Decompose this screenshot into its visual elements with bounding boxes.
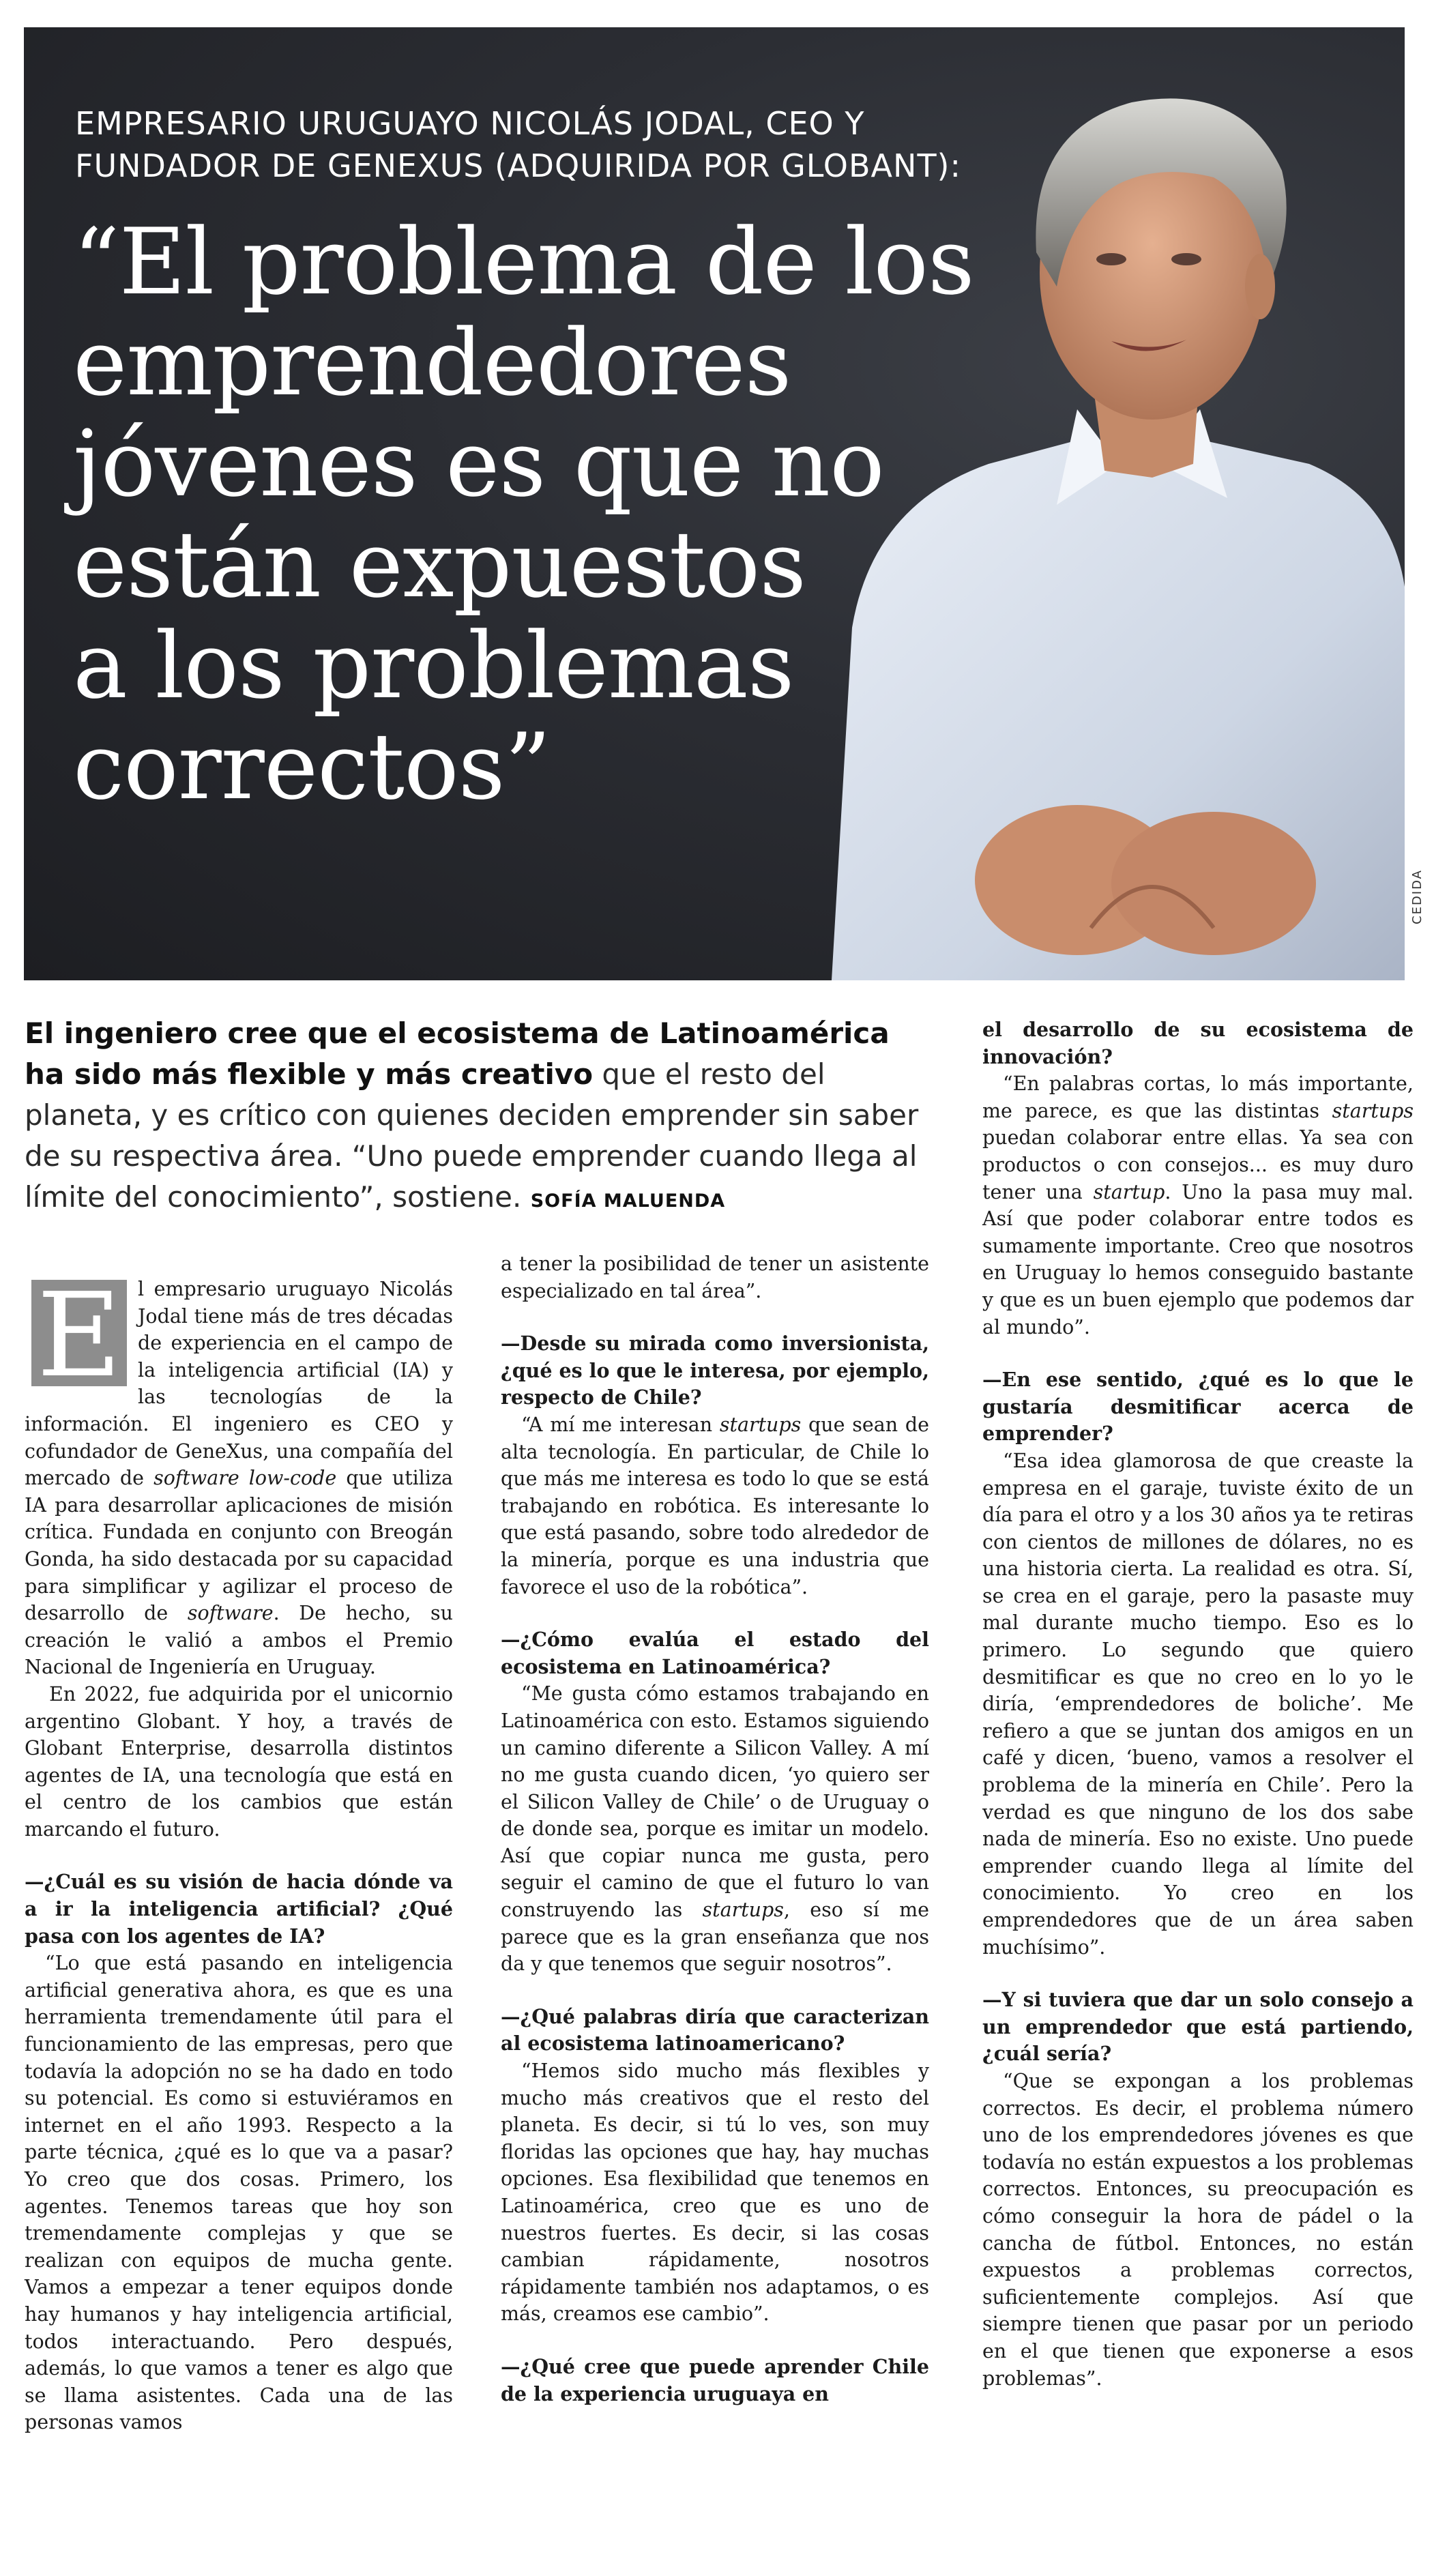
answer: “Hemos sido mucho más flexibles y mucho más creativos que el resto del planeta. Es decir, si tú lo ves, son muy floridas las opciones que hay, hay muchas opciones. Esa flexibilidad que tenemos en Latinoamérica, creo que es uno de nuestros fuertes. Es decir, si las cosas cambian rápidamente, nosotros rápidamente también nos adaptamos, o es más, creamos ese cambio”.	[501, 2060, 929, 2326]
answer-italic: startups	[702, 1899, 784, 1922]
answer-continued: a tener la posibilidad de tener un asistente especializado en tal área”.	[501, 1253, 929, 1302]
headline-line: correctos”	[73, 714, 551, 820]
question: —Desde su mirada como inversionista, ¿qué es lo que le interesa, por ejemplo, respecto de Chile?	[501, 1332, 929, 1409]
question: —¿Cuál es su visión de hacia dónde va a ir la inteligencia artificial? ¿Qué pasa con los agentes de IA?	[25, 1870, 453, 1948]
answer: “Esa idea glamorosa de que creaste la empresa en el garaje, tuviste éxito de un día para el otro y a los 30 años ya te retiras con cientos de millones de dólares, no es una historia cierta. La realidad es otra. Sí, se crea en el garaje, pero la pasaste muy mal durante mucho tiempo. Eso es lo primero. Lo segundo que quiero desmitificar es que no creo en lo yo le diría, ‘emprendedores de boliche’. Me refiero a que se juntan dos amigos en un café y dicen, ‘bueno, vamos a resolver el problema de la minería en Chile’. Pero la verdad es que ninguno de los dos sabe nada de minería. Eso no existe. Uno puede emprender cuando llega al límite del conocimiento. Yo creo en los emprendedores que de un área saben muchísimo”.	[982, 1449, 1414, 1959]
answer: “Que se expongan a los problemas correctos. Es decir, el problema número uno de los emprendedores jóvenes es que todavía no están expuestos a los problemas correctos. Entonces, su preocupación es cómo conseguir la hora de pádel o la cancha de fútbol. Entonces, no están expuestos a problemas correctos, suficientemente complejos. Así que siempre tienen que pasar por un periodo en el que tienen que exponerse a esos problemas”.	[982, 2069, 1414, 2390]
headline-line: emprendedores	[73, 310, 791, 416]
answer-text: , eso sí me parece que es la gran enseñanza que nos da y que tenemos que seguir nosotros”.	[501, 1899, 930, 1976]
question: —¿Cómo evalúa el estado del ecosistema en Latinoamérica?	[501, 1628, 929, 1678]
lead-text: que utiliza IA para desarrollar aplicaciones de misión crítica. Fundada en conjunto con Breogán Gonda, ha sido destacada por su capacidad para simplificar y agilizar el proceso de desarrollo de	[25, 1467, 453, 1625]
lead-text: . De hecho, su creación le valió a ambos el Premio Nacional de Ingeniería en Uruguay.	[25, 1602, 453, 1679]
answer-text: “En palabras cortas, lo más importante, me parece, es que las distintas	[982, 1072, 1414, 1122]
headline-line: “El problema de los	[73, 209, 974, 315]
answer	[501, 1411, 929, 1600]
article-column-3	[982, 1016, 1414, 2392]
answer-text: “Me gusta cómo estamos trabajando en Latinoamérica con esto. Estamos siguiendo un camino diferente a Silicon Valley. A mí no me gusta cuando dicen, ‘yo quiero ser el Silicon Valley de Chile’ o de Uruguay o de donde sea, porque es imitar un modelo. Así que copiar nunca me gusta, pero seguir el camino de que el futuro lo van construyendo las	[501, 1682, 929, 1922]
lead-italic: software low-code	[153, 1467, 337, 1490]
lead-paragraph	[25, 1276, 453, 1681]
kicker-line-2: FUNDADOR DE GENEXUS (ADQUIRIDA POR GLOBANT):	[75, 147, 961, 184]
answer-italic: startup	[1093, 1180, 1165, 1203]
answer-italic: startups	[1332, 1099, 1414, 1122]
question: —¿Qué palabras diría que caracterizan al ecosistema latinoamericano?	[501, 2004, 929, 2055]
dropcap-letter: E	[36, 1280, 122, 1386]
article-column-2	[501, 1250, 929, 2407]
headline-line: jóvenes es que no	[73, 411, 884, 517]
answer-italic: startups	[719, 1413, 802, 1436]
hero-banner	[24, 27, 1405, 980]
answer: “Lo que está pasando en inteligencia artificial generativa ahora, es que es una herramienta tremendamente útil para el funcionamiento de las empresas, pero que todavía la adopción no se ha dado en todo su potencial. Es como si estuviéramos en internet en el año 1993. Respecto a la parte técnica, ¿qué es lo que va a pasar? Yo creo que dos cosas. Primero, los agentes. Tenemos tareas que hoy son tremendamente complejas y que se realizan con equipos de mucha gente. Vamos a empezar a tener equipos donde hay humanos y hay inteligencia artificial, todos interactuando. Pero después, además, lo que vamos a tener es algo que se llama asistentes. Cada una de las personas vamos	[25, 1952, 453, 2434]
answer-text: puedan colaborar entre ellas. Ya sea con productos o con consejos... es muy duro tener una	[982, 1126, 1414, 1203]
byline: SOFÍA MALUENDA	[530, 1190, 726, 1212]
dropcap	[31, 1280, 127, 1386]
question-continued: el desarrollo de su ecosistema de innovación?	[982, 1018, 1414, 1068]
article-column-1	[25, 1276, 453, 2436]
question: —Y si tuviera que dar un solo consejo a un emprendedor que está partiendo, ¿cuál sería?	[982, 1988, 1414, 2066]
answer	[982, 1070, 1414, 1341]
headline-line: están expuestos	[73, 512, 806, 618]
headline-line: a los problemas	[73, 613, 794, 719]
kicker	[75, 102, 1098, 187]
answer-text: . Uno la pasa muy mal. Así que poder colaborar entre todos es sumamente importante. Creo que nosotros en Uruguay lo hemos conseguido bastante y que es un buen ejemplo que podemos dar al mundo”.	[982, 1180, 1414, 1338]
answer-text: “A mí me interesan	[521, 1413, 720, 1436]
question: —¿Qué cree que puede aprender Chile de la experiencia uruguaya en	[501, 2354, 929, 2405]
photo-credit: CEDIDA	[1410, 869, 1424, 924]
lead-italic: software	[187, 1602, 274, 1625]
deck	[25, 1013, 932, 1222]
headline	[73, 209, 1028, 820]
question: —En ese sentido, ¿qué es lo que le gustaría desmitificar acerca de emprender?	[982, 1368, 1414, 1446]
lead-text: l empresario uruguayo Nicolás Jodal tiene más de tres décadas de experiencia en el campo de la inteligencia artificial (IA) y las tecnologías de la información. El ingeniero es CEO y cofundador de GeneXus, una compañía del mercado de	[25, 1278, 453, 1490]
answer-text: que sean de alta tecnología. En particular, de Chile lo que más me interesa es todo lo que se está trabajando en robótica. Es interesante lo que está pasando, sobre todo alrededor de la minería, porque es una industria que favorece el uso de la robótica”.	[501, 1413, 929, 1598]
answer	[501, 1680, 929, 1978]
deck-text: que el resto del planeta, y es crítico con quienes deciden emprender sin saber de su respectiva área. “Uno puede emprender cuando llega al límite del conocimiento”, sostiene.	[25, 1057, 919, 1214]
deck-bold: El ingeniero cree que el ecosistema de Latinoamérica ha sido más flexible y más creativo	[25, 1016, 890, 1091]
paragraph: En 2022, fue adquirida por el unicornio argentino Globant. Y hoy, a través de Globant Enterprise, desarrolla distintos agentes de IA, una tecnología que está en el centro de los cambios que están marcando el futuro.	[25, 1682, 453, 1841]
kicker-line-1: EMPRESARIO URUGUAYO NICOLÁS JODAL, CEO Y	[75, 105, 865, 142]
